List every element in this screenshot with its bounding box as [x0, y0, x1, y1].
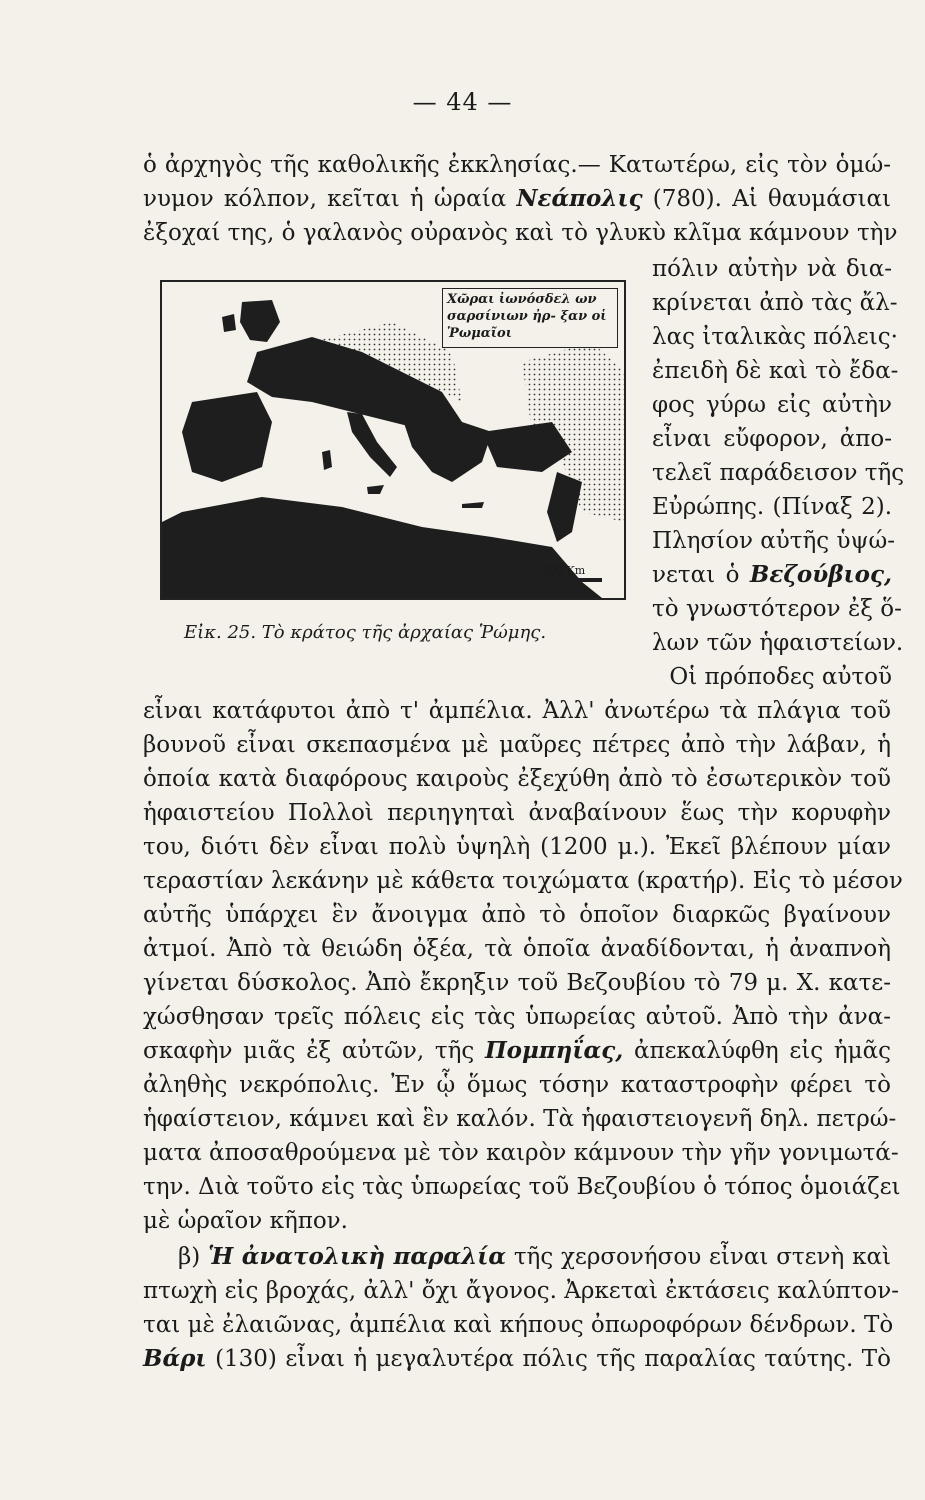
text-line — [143, 1036, 891, 1066]
text-line: εἶναι εὔφορον, ἀπο- — [652, 426, 892, 452]
map-britain — [240, 300, 280, 342]
map-levant — [547, 472, 582, 542]
text-line — [143, 1344, 891, 1374]
text-line: ἐπειδὴ δὲ καὶ τὸ ἔδα- — [652, 358, 899, 384]
section-marker: β) — [178, 1244, 201, 1270]
text-line — [143, 184, 891, 214]
text-line: την. Διὰ τοῦτο εἰς τὰς ὑπωρείας τοῦ Βεζουβίου ὁ τόπος ὁμοιάζει — [143, 1174, 901, 1200]
scale-label: 500 Km — [542, 564, 586, 577]
map-iberia — [182, 392, 272, 482]
text-span: σκαφὴν μιᾶς ἐξ αὐτῶν, τῆς — [143, 1038, 475, 1064]
text-line: Πλησίον αὐτῆς ὑψώ- — [652, 528, 896, 554]
map-crete — [462, 502, 484, 508]
scale-bar — [542, 578, 602, 582]
text-span: νυμον κόλπον, κεῖται ἡ ὡραία — [143, 186, 507, 212]
map-ireland — [222, 314, 236, 332]
text-span: (780). Αἱ θαυμάσιαι — [652, 186, 892, 212]
text-line: του, διότι δὲν εἶναι πολὺ ὑψηλὴ (1200 μ.). Ἐκεῖ βλέπουν μίαν — [143, 834, 891, 860]
text-line: πόλιν αὐτὴν νὰ δια- — [652, 256, 892, 282]
place-name-pompeii: Πομπηΐας, — [484, 1037, 624, 1064]
text-line: ὁποία κατὰ διαφόρους καιροὺς ἐξεχύθη ἀπὸ τὸ ἐσωτερικὸν τοῦ — [143, 766, 891, 792]
text-line: αὐτῆς ὑπάρχει ἓν ἄνοιγμα ἀπὸ τὸ ὁποῖον διαρκῶς βγαίνουν — [143, 902, 891, 928]
map-sicily — [367, 485, 384, 494]
text-line: Οἱ πρόποδες αὐτοῦ — [669, 664, 892, 690]
text-line: μὲ ὡραῖον κῆπον. — [143, 1208, 348, 1234]
page-number: — 44 — — [412, 88, 513, 116]
section-heading: Ἡ ἀνατολικὴ παραλία — [208, 1243, 507, 1270]
map-italy — [347, 412, 397, 477]
map-corsica-sardinia — [322, 450, 332, 470]
map-balkans — [402, 417, 492, 482]
map-legend: Χῶραι ἰωνόσδελ ων σαρσίνιων ἠρ- ξαν οἱ Ῥωμαῖοι — [442, 288, 618, 348]
map-north-africa — [162, 497, 602, 598]
text-line: ται μὲ ἐλαιῶνας, ἀμπέλια καὶ κήπους ὀπωροφόρων δένδρων. Τὸ — [143, 1312, 894, 1338]
place-name-vesuvius: Βεζούβιος, — [749, 561, 892, 588]
text-line: ἡφαίστειον, κάμνει καὶ ἓν καλόν. Τὰ ἡφαιστειογενῆ δηλ. πετρώ- — [143, 1106, 897, 1132]
text-span: τῆς χερσονήσου εἶναι στενὴ καὶ — [513, 1244, 892, 1270]
text-line: ὁ ἀρχηγὸς τῆς καθολικῆς ἐκκλησίας.— Κατωτέρω, εἰς τὸν ὁμώ- — [143, 152, 891, 178]
text-line: λας ἰταλικὰς πόλεις· — [652, 324, 898, 350]
text-line — [178, 1242, 891, 1272]
text-line: βουνοῦ εἶναι σκεπασμένα μὲ μαῦρες πέτρες ἀπὸ τὴν λάβαν, ἡ — [143, 732, 891, 758]
text-line: τελεῖ παράδεισον τῆς — [652, 460, 905, 486]
text-line — [652, 560, 892, 590]
text-line: χώσθησαν τρεῖς πόλεις εἰς τὰς ὑπωρείας αὐτοῦ. Ἀπὸ τὴν ἀνα- — [143, 1004, 891, 1030]
text-span: ἀπεκαλύφθη εἰς ἡμᾶς — [633, 1038, 892, 1064]
text-line: ἡφαιστείου Πολλοὶ περιηγηταὶ ἀναβαίνουν ἕως τὴν κορυφὴν — [143, 800, 891, 826]
text-line: ματα ἀποσαθρούμενα μὲ τὸν καιρὸν κάμνουν τὴν γῆν γονιμωτά- — [143, 1140, 899, 1166]
text-line: γίνεται δύσκολος. Ἀπὸ ἔκρηξιν τοῦ Βεζουβίου τὸ 79 μ. Χ. κατε- — [143, 970, 891, 996]
text-line: εἶναι κατάφυτοι ἀπὸ τ' ἀμπέλια. Ἀλλ' ἀνωτέρω τὰ πλάγια τοῦ — [143, 698, 891, 724]
text-line: πτωχὴ εἰς βροχάς, ἀλλ' ὄχι ἄγονος. Ἀρκεταὶ ἐκτάσεις καλύπτον- — [143, 1278, 899, 1304]
roman-empire-map — [160, 280, 626, 600]
text-line: Εὐρώπης. (Πίναξ 2). — [652, 494, 892, 520]
text-line: τεραστίαν λεκάνην μὲ κάθετα τοιχώματα (κρατήρ). Εἰς τὸ μέσον — [143, 868, 903, 894]
text-line: λων τῶν ἡφαιστείων. — [652, 630, 904, 656]
text-line: ἀληθὴς νεκρόπολις. Ἐν ᾧ ὅμως τόσην καταστροφὴν φέρει τὸ — [143, 1072, 891, 1098]
place-name-bari: Βάρι — [143, 1345, 207, 1372]
text-line: κρίνεται ἀπὸ τὰς ἄλ- — [652, 290, 898, 316]
text-line: τὸ γνωστότερον ἐξ ὅ- — [652, 596, 902, 622]
text-line: ἀτμοί. Ἀπὸ τὰ θειώδη ὀξέα, τὰ ὁποῖα ἀναδίδονται, ἡ ἀναπνοὴ — [143, 936, 891, 962]
text-line: φος γύρω εἰς αὐτὴν — [652, 392, 892, 418]
text-span: (130) εἶναι ἡ μεγαλυτέρα πόλις τῆς παραλίας ταύτης. Τὸ — [215, 1346, 891, 1372]
place-name-napoli: Νεάπολις — [516, 185, 643, 212]
text-span: νεται ὁ — [652, 562, 740, 588]
figure-caption: Εἰκ. 25. Τὸ κράτος τῆς ἀρχαίας Ῥώμης. — [184, 622, 547, 643]
text-line: ἐξοχαί της, ὁ γαλανὸς οὐρανὸς καὶ τὸ γλυκὺ κλῖμα κάμνουν τὴν — [143, 220, 898, 246]
